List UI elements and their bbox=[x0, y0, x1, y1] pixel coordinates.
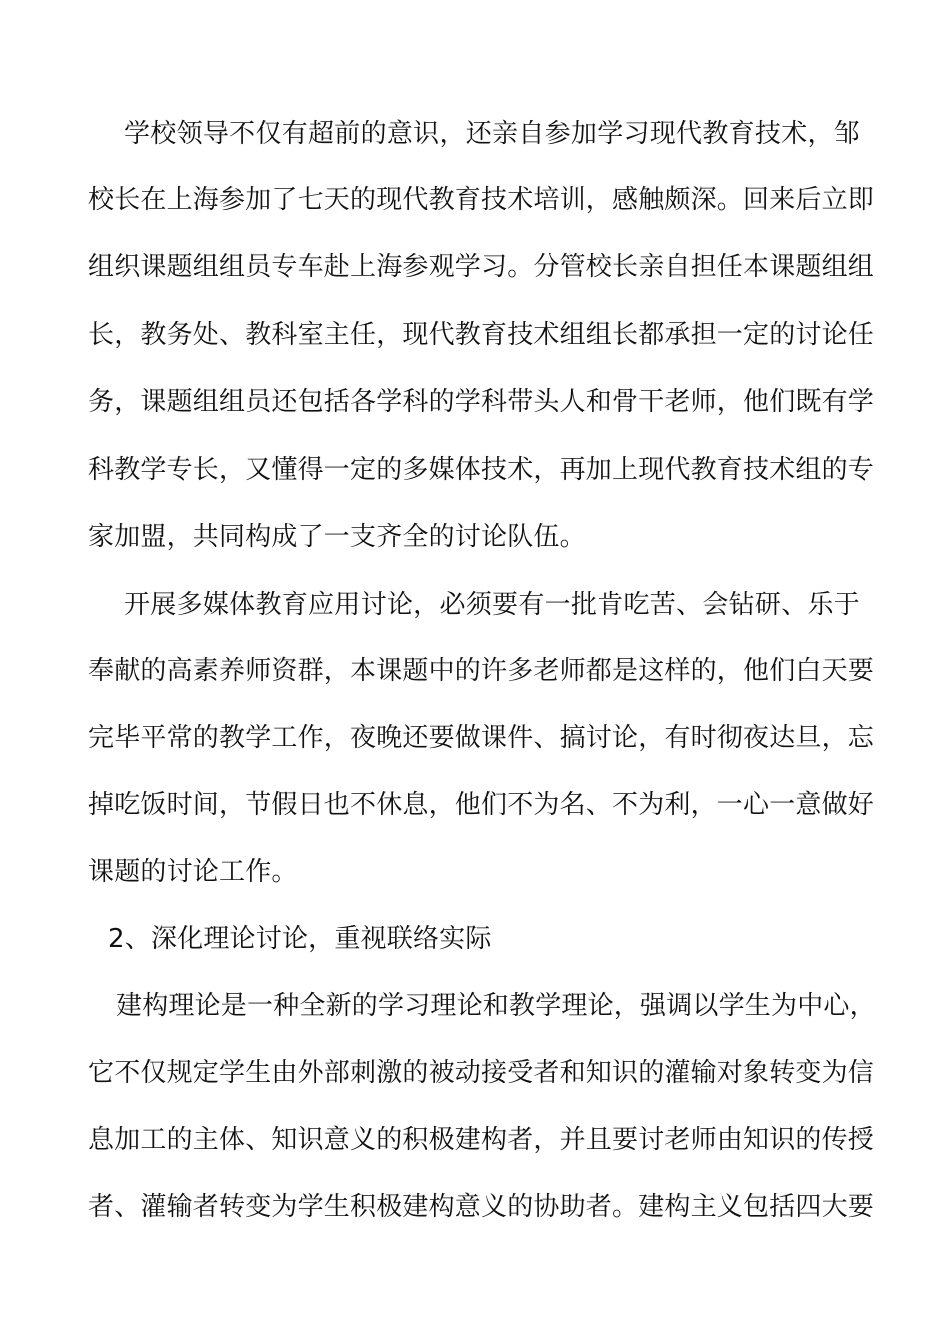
paragraph-2-line-2: 奉献的高素养师资群，本课题中的许多老师都是这样的，他们白天要 bbox=[88, 656, 875, 686]
paragraph-3-line-2: 它不仅规定学生由外部刺激的被动接受者和知识的灌输对象转变为信 bbox=[88, 1058, 875, 1088]
section-heading: 2、深化理论讨论，重视联络实际 bbox=[108, 924, 492, 954]
paragraph-3-line-4: 者、灌输者转变为学生积极建构意义的协助者。建构主义包括四大要 bbox=[88, 1192, 875, 1222]
paragraph-1-line-6: 科教学专长，又懂得一定的多媒体技术，再加上现代教育技术组的专 bbox=[88, 455, 875, 485]
paragraph-1-line-1: 学校领导不仅有超前的意识，还亲自参加学习现代教育技术，邹 bbox=[124, 119, 860, 149]
paragraph-1-line-3: 组织课题组组员专车赴上海参观学习。分管校长亲自担任本课题组组 bbox=[88, 252, 875, 282]
paragraph-1-line-4: 长，教务处、教科室主任，现代教育技术组组长都承担一定的讨论任 bbox=[88, 320, 875, 350]
paragraph-2-line-4: 掉吃饭时间，节假日也不休息，他们不为名、不为利，一心一意做好 bbox=[88, 790, 875, 820]
paragraph-1-line-7: 家加盟，共同构成了一支齐全的讨论队伍。 bbox=[88, 522, 586, 552]
paragraph-1-line-5: 务，课题组组员还包括各学科的学科带头人和骨干老师，他们既有学 bbox=[88, 387, 875, 417]
paragraph-2-line-3: 完毕平常的教学工作，夜晚还要做课件、搞讨论，有时彻夜达旦，忘 bbox=[88, 723, 875, 753]
paragraph-3-line-1: 建构理论是一种全新的学习理论和教学理论，强调以学生为中心， bbox=[116, 991, 876, 1021]
paragraph-3-line-3: 息加工的主体、知识意义的积极建构者，并且要讨老师由知识的传授 bbox=[88, 1125, 875, 1155]
paragraph-2-line-5: 课题的讨论工作。 bbox=[88, 857, 298, 887]
paragraph-2-line-1: 开展多媒体教育应用讨论，必须要有一批肯吃苦、会钻研、乐于 bbox=[124, 590, 860, 620]
paragraph-1-line-2: 校长在上海参加了七天的现代教育技术培训，感触颇深。回来后立即 bbox=[88, 185, 875, 215]
